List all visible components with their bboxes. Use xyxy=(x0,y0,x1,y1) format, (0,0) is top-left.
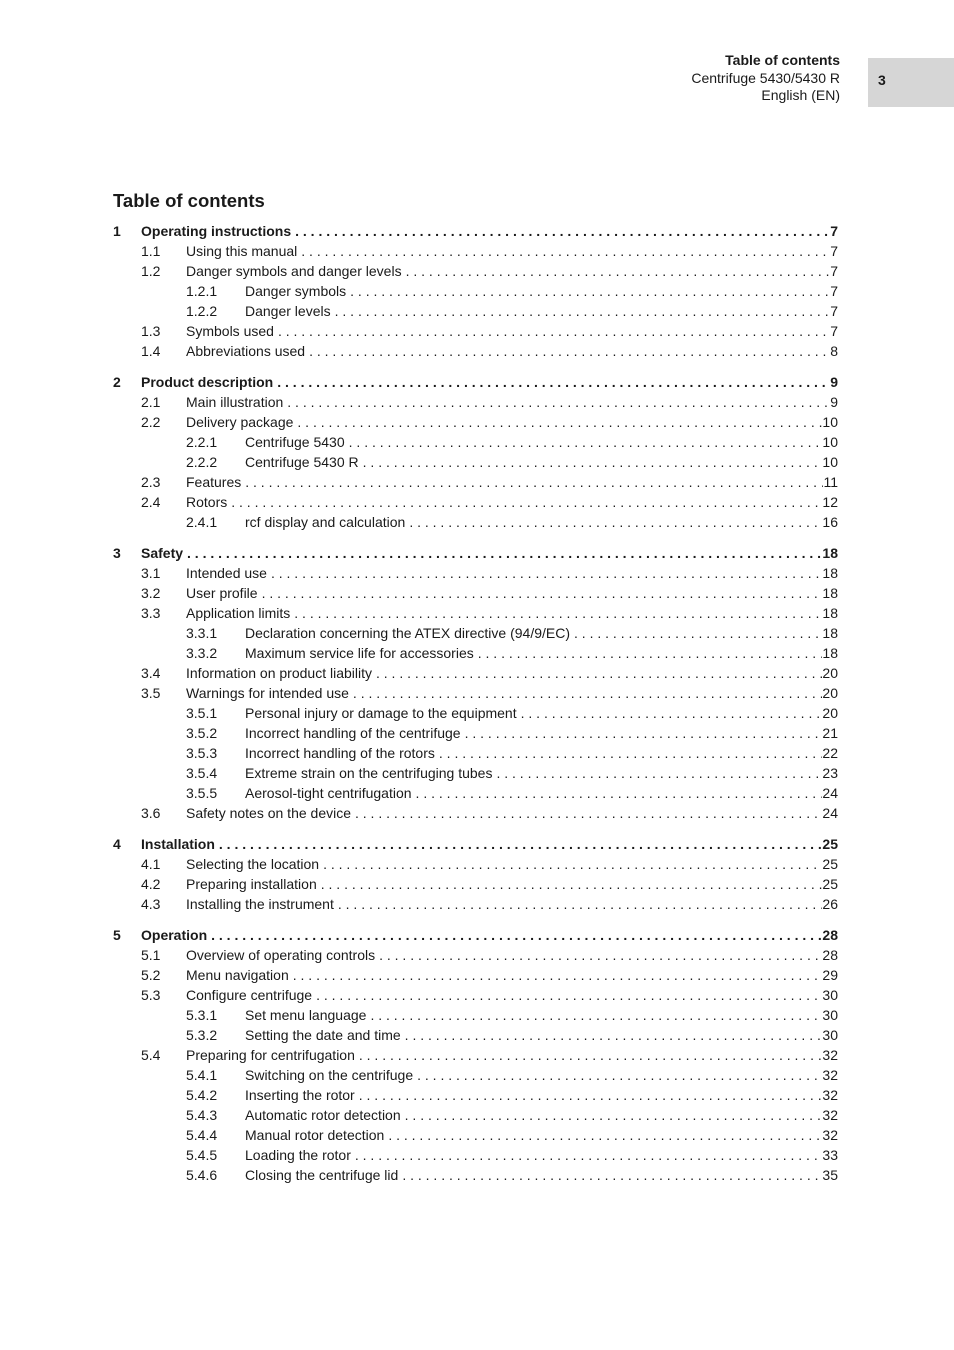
toc-entry-number: 1.4 xyxy=(141,343,161,359)
toc-entry-page: 7 xyxy=(830,263,838,279)
toc-entry-page: 20 xyxy=(822,665,838,681)
toc-dot-leader xyxy=(384,1125,822,1145)
toc-entry-4-2[interactable] xyxy=(113,874,838,894)
toc-entry-page: 26 xyxy=(822,896,838,912)
toc-entry-title: Warnings for intended use xyxy=(186,685,349,701)
toc-dot-leader xyxy=(305,341,830,361)
table-of-contents xyxy=(113,221,838,1185)
toc-entry-page: 24 xyxy=(822,805,838,821)
toc-dot-leader xyxy=(355,1045,823,1065)
toc-entry-5-4[interactable] xyxy=(113,1045,838,1065)
toc-dot-leader xyxy=(474,643,823,663)
toc-entry-number: 2 xyxy=(113,374,121,390)
toc-entry-page: 28 xyxy=(822,927,838,943)
toc-entry-number: 3.3.2 xyxy=(186,645,218,661)
toc-entry-3-3[interactable] xyxy=(113,603,838,623)
toc-entry-number: 5.4.3 xyxy=(186,1107,218,1123)
toc-entry-title: Safety notes on the device xyxy=(186,805,351,821)
toc-entry-2-2-1[interactable] xyxy=(113,432,838,452)
toc-entry-3-6[interactable] xyxy=(113,803,838,823)
toc-entry-page: 32 xyxy=(822,1067,838,1083)
toc-entry-3-5-4[interactable] xyxy=(113,763,838,783)
toc-entry-title: Incorrect handling of the rotors xyxy=(245,745,435,761)
toc-entry-number: 2.2.2 xyxy=(186,454,218,470)
page-title: Table of contents xyxy=(113,190,265,211)
toc-entry-title: Danger levels xyxy=(245,303,331,319)
toc-dot-leader xyxy=(215,834,823,854)
toc-entry-5-4-3[interactable] xyxy=(113,1105,838,1125)
toc-entry-number: 3.5.5 xyxy=(186,785,218,801)
toc-entry-number: 1.2.2 xyxy=(186,303,218,319)
toc-entry-page: 33 xyxy=(822,1147,838,1163)
toc-entry-title: Overview of operating controls xyxy=(186,947,376,963)
toc-entry-number: 2.4.1 xyxy=(186,514,218,530)
toc-dot-leader xyxy=(289,965,823,985)
toc-entry-page: 22 xyxy=(822,745,838,761)
toc-entry-title: Extreme strain on the centrifuging tubes xyxy=(245,765,493,781)
toc-entry-page: 10 xyxy=(822,434,838,450)
toc-entry-number: 1.2.1 xyxy=(186,283,218,299)
toc-dot-leader xyxy=(273,372,830,392)
toc-entry-page: 25 xyxy=(822,876,838,892)
toc-entry-page: 16 xyxy=(822,514,838,530)
toc-entry-title: Setting the date and time xyxy=(245,1027,401,1043)
toc-entry-number: 5.4.1 xyxy=(186,1067,218,1083)
toc-dot-leader xyxy=(398,1165,822,1185)
toc-entry-title: Rotors xyxy=(186,494,228,510)
toc-entry-3-5-3[interactable] xyxy=(113,743,838,763)
toc-entry-1-3[interactable] xyxy=(113,321,838,341)
toc-dot-leader xyxy=(570,623,822,643)
toc-entry-number: 3.5.4 xyxy=(186,765,218,781)
toc-entry-number: 2.2 xyxy=(141,414,161,430)
toc-entry-title: Features xyxy=(186,474,242,490)
toc-entry-title: Main illustration xyxy=(186,394,284,410)
toc-entry-2[interactable] xyxy=(113,372,838,392)
toc-entry-3-5-2[interactable] xyxy=(113,723,838,743)
toc-dot-leader xyxy=(402,261,831,281)
toc-dot-leader xyxy=(355,1085,823,1105)
toc-dot-leader xyxy=(349,683,823,703)
toc-entry-page: 32 xyxy=(822,1047,838,1063)
toc-entry-3-5-1[interactable] xyxy=(113,703,838,723)
toc-dot-leader xyxy=(207,925,822,945)
toc-entry-title: Abbreviations used xyxy=(186,343,306,359)
toc-entry-title: Safety xyxy=(141,545,184,561)
toc-entry-number: 1.3 xyxy=(141,323,161,339)
toc-entry-page: 30 xyxy=(822,1027,838,1043)
toc-entry-page: 10 xyxy=(822,454,838,470)
toc-entry-5-4-2[interactable] xyxy=(113,1085,838,1105)
header-language: English (EN) xyxy=(761,87,840,103)
toc-entry-title: Menu navigation xyxy=(186,967,289,983)
toc-dot-leader xyxy=(312,985,822,1005)
toc-entry-number: 5.4.2 xyxy=(186,1087,218,1103)
toc-entry-number: 5.3.1 xyxy=(186,1007,218,1023)
toc-entry-title: Maximum service life for accessories xyxy=(245,645,474,661)
toc-entry-page: 7 xyxy=(830,243,838,259)
toc-entry-title: Aerosol-tight centrifugation xyxy=(245,785,412,801)
toc-entry-page: 9 xyxy=(830,374,838,390)
toc-dot-leader xyxy=(492,763,822,783)
toc-dot-leader xyxy=(413,1065,822,1085)
toc-entry-5[interactable] xyxy=(113,925,838,945)
toc-dot-leader xyxy=(267,563,822,583)
toc-entry-2-2[interactable] xyxy=(113,412,838,432)
toc-dot-leader xyxy=(317,874,823,894)
toc-entry-page: 7 xyxy=(830,303,838,319)
toc-entry-4[interactable] xyxy=(113,834,838,854)
toc-entry-page: 7 xyxy=(830,283,838,299)
toc-dot-leader xyxy=(372,663,822,683)
toc-entry-title: Centrifuge 5430 R xyxy=(245,454,359,470)
toc-entry-number: 1.1 xyxy=(141,243,161,259)
toc-entry-3-3-2[interactable] xyxy=(113,643,838,663)
toc-dot-leader xyxy=(290,603,822,623)
toc-dot-leader xyxy=(412,783,823,803)
toc-entry-title: Incorrect handling of the centrifuge xyxy=(245,725,461,741)
toc-entry-page: 30 xyxy=(822,987,838,1003)
toc-entry-page: 18 xyxy=(822,605,838,621)
toc-entry-title: Delivery package xyxy=(186,414,294,430)
toc-entry-4-1[interactable] xyxy=(113,854,838,874)
toc-entry-number: 2.3 xyxy=(141,474,161,490)
toc-entry-page: 30 xyxy=(822,1007,838,1023)
toc-entry-number: 5.2 xyxy=(141,967,161,983)
toc-entry-number: 5.3.2 xyxy=(186,1027,218,1043)
toc-entry-5-4-4[interactable] xyxy=(113,1125,838,1145)
toc-dot-leader xyxy=(359,452,823,472)
toc-entry-title: Loading the rotor xyxy=(245,1147,351,1163)
toc-dot-leader xyxy=(351,803,822,823)
toc-entry-page: 18 xyxy=(822,565,838,581)
toc-entry-number: 1 xyxy=(113,223,121,239)
toc-entry-title: Switching on the centrifuge xyxy=(245,1067,414,1083)
toc-dot-leader xyxy=(345,432,823,452)
toc-entry-2-4-1[interactable] xyxy=(113,512,838,532)
toc-entry-title: Operating instructions xyxy=(141,223,292,239)
toc-entry-title: Danger symbols xyxy=(245,283,347,299)
toc-entry-page: 12 xyxy=(822,494,838,510)
toc-entry-page: 7 xyxy=(830,223,838,239)
toc-entry-1[interactable] xyxy=(113,221,838,241)
toc-entry-5-4-6[interactable] xyxy=(113,1165,838,1185)
toc-entry-1-2[interactable] xyxy=(113,261,838,281)
toc-entry-title: Danger symbols and danger levels xyxy=(186,263,402,279)
toc-dot-leader xyxy=(517,703,823,723)
toc-entry-number: 5.3 xyxy=(141,987,161,1003)
toc-entry-page: 9 xyxy=(830,394,838,410)
toc-entry-page: 35 xyxy=(822,1167,838,1183)
toc-entry-1-2-1[interactable] xyxy=(113,281,838,301)
toc-entry-page: 8 xyxy=(830,343,838,359)
toc-entry-title: Manual rotor detection xyxy=(245,1127,385,1143)
toc-entry-number: 5.1 xyxy=(141,947,161,963)
toc-entry-title: Preparing installation xyxy=(186,876,317,892)
toc-dot-leader xyxy=(351,1145,823,1165)
toc-entry-title: Centrifuge 5430 xyxy=(245,434,345,450)
toc-dot-leader xyxy=(346,281,830,301)
toc-entry-number: 2.1 xyxy=(141,394,161,410)
toc-entry-number: 5.4.4 xyxy=(186,1127,218,1143)
toc-entry-title: Product description xyxy=(141,374,274,390)
toc-dot-leader xyxy=(405,512,822,532)
toc-dot-leader xyxy=(331,301,831,321)
toc-entry-number: 5.4.5 xyxy=(186,1147,218,1163)
toc-entry-5-2[interactable] xyxy=(113,965,838,985)
toc-dot-leader xyxy=(293,412,822,432)
toc-entry-number: 2.4 xyxy=(141,494,161,510)
toc-entry-number: 3.3.1 xyxy=(186,625,218,641)
toc-dot-leader xyxy=(461,723,823,743)
toc-entry-page: 18 xyxy=(822,645,838,661)
toc-entry-page: 20 xyxy=(822,705,838,721)
toc-entry-number: 4.2 xyxy=(141,876,161,892)
toc-entry-number: 3.5 xyxy=(141,685,161,701)
toc-entry-title: Preparing for centrifugation xyxy=(186,1047,355,1063)
toc-entry-page: 10 xyxy=(822,414,838,430)
running-header xyxy=(691,52,840,105)
toc-dot-leader xyxy=(334,894,823,914)
toc-dot-leader xyxy=(258,583,823,603)
toc-entry-page: 25 xyxy=(822,856,838,872)
toc-entry-3-1[interactable] xyxy=(113,563,838,583)
toc-entry-5-4-1[interactable] xyxy=(113,1065,838,1085)
toc-entry-5-3[interactable] xyxy=(113,985,838,1005)
toc-entry-5-3-2[interactable] xyxy=(113,1025,838,1045)
toc-entry-number: 2.2.1 xyxy=(186,434,218,450)
toc-entry-page: 32 xyxy=(822,1127,838,1143)
toc-entry-number: 3.5.3 xyxy=(186,745,218,761)
toc-entry-title: Installing the instrument xyxy=(186,896,334,912)
toc-entry-number: 4.1 xyxy=(141,856,161,872)
toc-entry-page: 29 xyxy=(822,967,838,983)
toc-entry-number: 3.4 xyxy=(141,665,161,681)
toc-entry-number: 5.4 xyxy=(141,1047,161,1063)
toc-entry-title: Automatic rotor detection xyxy=(245,1107,401,1123)
toc-dot-leader xyxy=(183,543,822,563)
toc-entry-title: Using this manual xyxy=(186,243,298,259)
toc-entry-title: rcf display and calculation xyxy=(245,514,406,530)
toc-entry-title: Inserting the rotor xyxy=(245,1087,355,1103)
toc-entry-title: Declaration concerning the ATEX directive (94/9/EC) xyxy=(245,625,571,641)
toc-entry-1-4[interactable] xyxy=(113,341,838,361)
toc-entry-number: 3.5.1 xyxy=(186,705,218,721)
toc-entry-4-3[interactable] xyxy=(113,894,838,914)
toc-entry-page: 20 xyxy=(822,685,838,701)
toc-entry-title: Set menu language xyxy=(245,1007,367,1023)
toc-entry-title: Selecting the location xyxy=(186,856,320,872)
toc-entry-title: Symbols used xyxy=(186,323,274,339)
toc-entry-number: 5 xyxy=(113,927,121,943)
toc-dot-leader xyxy=(435,743,823,763)
toc-dot-leader xyxy=(291,221,830,241)
toc-entry-number: 4 xyxy=(113,836,121,852)
toc-dot-leader xyxy=(401,1105,823,1125)
toc-entry-number: 3 xyxy=(113,545,121,561)
toc-entry-page: 7 xyxy=(830,323,838,339)
toc-entry-title: Personal injury or damage to the equipment xyxy=(245,705,517,721)
toc-dot-leader xyxy=(375,945,822,965)
toc-entry-title: Installation xyxy=(141,836,215,852)
toc-entry-2-3[interactable] xyxy=(113,472,838,492)
toc-entry-page: 18 xyxy=(822,585,838,601)
toc-entry-5-1[interactable] xyxy=(113,945,838,965)
toc-entry-title: Intended use xyxy=(186,565,267,581)
toc-entry-3-5[interactable] xyxy=(113,683,838,703)
header-section-title: Table of contents xyxy=(725,52,840,68)
toc-entry-number: 3.5.2 xyxy=(186,725,218,741)
toc-entry-page: 32 xyxy=(822,1107,838,1123)
toc-entry-title: Closing the centrifuge lid xyxy=(245,1167,399,1183)
toc-entry-title: Information on product liability xyxy=(186,665,372,681)
toc-entry-3-3-1[interactable] xyxy=(113,623,838,643)
toc-entry-page: 11 xyxy=(823,474,838,490)
toc-entry-number: 3.1 xyxy=(141,565,161,581)
toc-entry-number: 3.3 xyxy=(141,605,161,621)
toc-entry-title: Operation xyxy=(141,927,208,943)
toc-entry-3[interactable] xyxy=(113,543,838,563)
toc-entry-number: 1.2 xyxy=(141,263,161,279)
toc-entry-page: 18 xyxy=(822,625,838,641)
toc-entry-1-1[interactable] xyxy=(113,241,838,261)
toc-entry-3-2[interactable] xyxy=(113,583,838,603)
toc-dot-leader xyxy=(241,472,823,492)
toc-entry-page: 28 xyxy=(822,947,838,963)
toc-entry-2-1[interactable] xyxy=(113,392,838,412)
toc-entry-number: 3.2 xyxy=(141,585,161,601)
toc-dot-leader xyxy=(366,1005,822,1025)
toc-entry-3-5-5[interactable] xyxy=(113,783,838,803)
toc-entry-number: 3.6 xyxy=(141,805,161,821)
toc-entry-title: User profile xyxy=(186,585,258,601)
toc-entry-page: 23 xyxy=(822,765,838,781)
toc-entry-page: 25 xyxy=(822,836,838,852)
toc-entry-number: 5.4.6 xyxy=(186,1167,218,1183)
page-number-tab: 3 xyxy=(868,58,954,107)
toc-entry-1-2-2[interactable] xyxy=(113,301,838,321)
toc-dot-leader xyxy=(283,392,830,412)
toc-entry-number: 4.3 xyxy=(141,896,161,912)
toc-dot-leader xyxy=(274,321,830,341)
toc-entry-2-2-2[interactable] xyxy=(113,452,838,472)
toc-dot-leader xyxy=(319,854,822,874)
toc-entry-page: 24 xyxy=(822,785,838,801)
toc-entry-title: Configure centrifuge xyxy=(186,987,313,1003)
toc-entry-5-4-5[interactable] xyxy=(113,1145,838,1165)
toc-entry-page: 21 xyxy=(822,725,838,741)
toc-dot-leader xyxy=(297,241,830,261)
toc-entry-page: 32 xyxy=(822,1087,838,1103)
toc-entry-title: Application limits xyxy=(186,605,291,621)
toc-entry-5-3-1[interactable] xyxy=(113,1005,838,1025)
toc-dot-leader xyxy=(227,492,822,512)
toc-dot-leader xyxy=(401,1025,823,1045)
toc-entry-3-4[interactable] xyxy=(113,663,838,683)
toc-entry-page: 18 xyxy=(822,545,838,561)
toc-entry-2-4[interactable] xyxy=(113,492,838,512)
header-product-name: Centrifuge 5430/5430 R xyxy=(691,69,840,86)
